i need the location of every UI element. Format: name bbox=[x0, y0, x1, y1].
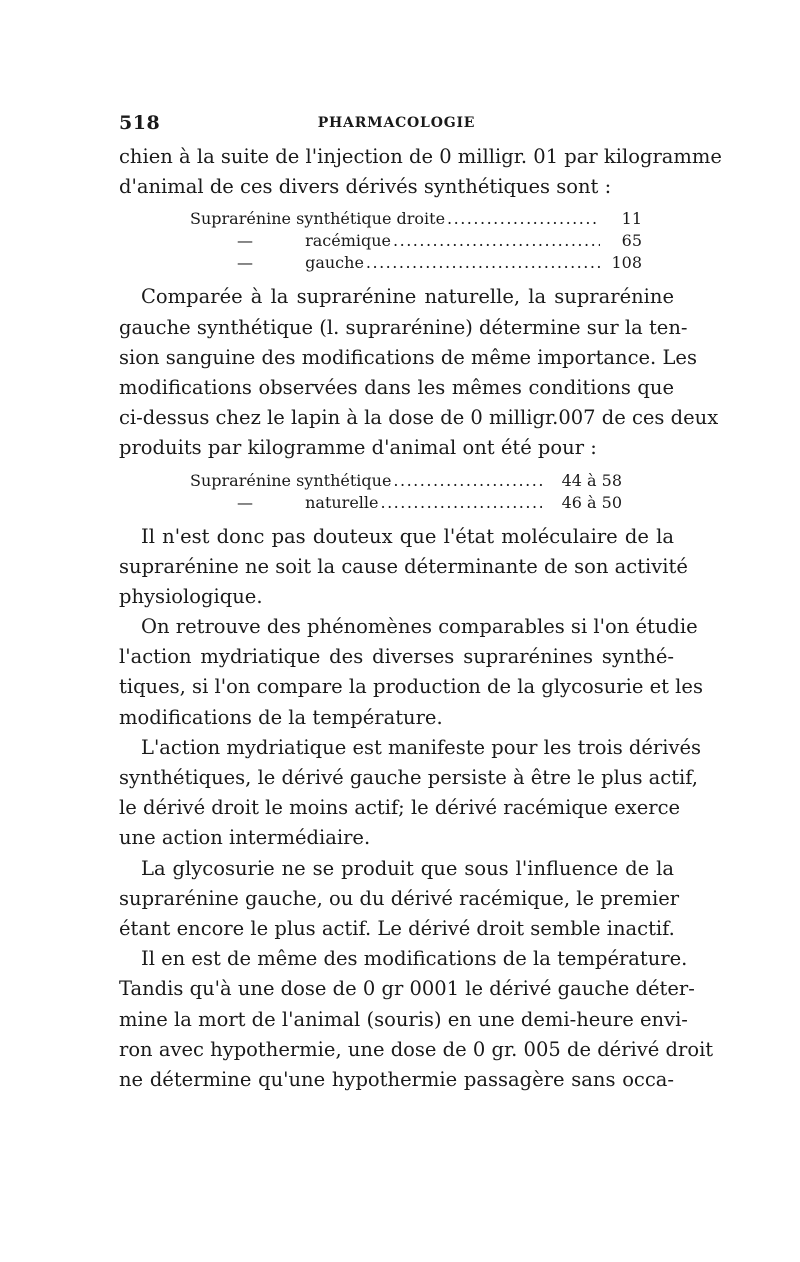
row-value: 65 bbox=[621, 231, 642, 251]
paragraph-6 bbox=[119, 854, 680, 945]
text-line: modifications de la température. bbox=[119, 705, 443, 729]
activity-table-1 bbox=[119, 208, 674, 274]
text-line: gauche synthétique (l. suprarénine) détermine sur la ten- bbox=[119, 315, 688, 339]
text-line: Comparée à la suprarénine naturelle, la suprarénine bbox=[141, 285, 674, 309]
row-label: Suprarénine synthétique droite bbox=[190, 209, 446, 229]
text-line: ne détermine qu'une hypothermie passagère sans occa- bbox=[119, 1067, 674, 1091]
leader-dots bbox=[393, 470, 542, 492]
text-line: chien à la suite de l'injection de 0 milligr. 01 par kilogramme bbox=[119, 145, 722, 168]
text-line: étant encore le plus actif. Le dérivé droit semble inactif. bbox=[119, 916, 675, 940]
page-header bbox=[119, 112, 674, 142]
text-line: tiques, si l'on compare la production de la glycosurie et les bbox=[119, 675, 703, 699]
text-line: une action intermédiaire. bbox=[119, 826, 371, 850]
row-label: — naturelle bbox=[237, 492, 379, 512]
table-row bbox=[119, 252, 642, 274]
text-line: ron avec hypothermie, une dose de 0 gr. 005 de dérivé droit bbox=[119, 1037, 714, 1061]
paragraph-1 bbox=[119, 142, 722, 202]
text-line: le dérivé droit le moins actif; le dérivé racémique exerce bbox=[119, 796, 681, 820]
text-line: mine la mort de l'animal (souris) en une demi-heure envi- bbox=[119, 1007, 688, 1031]
row-value: 108 bbox=[611, 253, 642, 273]
paragraph-7 bbox=[119, 944, 714, 1095]
running-title: PHARMACOLOGIE bbox=[317, 115, 476, 131]
text-line: La glycosurie ne se produit que sous l'influence de la bbox=[141, 856, 674, 880]
row-label: Suprarénine synthétique bbox=[190, 470, 392, 490]
row-value: 46 à 50 bbox=[561, 492, 622, 512]
text-line: synthétiques, le dérivé gauche persiste à être le plus actif, bbox=[119, 766, 699, 789]
text-line: suprarénine gauche, ou du dérivé racémique, le premier bbox=[119, 886, 680, 910]
text-line: Il en est de même des modifications de la température. bbox=[141, 947, 688, 971]
table-row bbox=[119, 230, 642, 252]
paragraph-3 bbox=[119, 522, 688, 613]
leader-dots bbox=[393, 230, 600, 252]
leader-dots bbox=[447, 208, 600, 230]
table-row bbox=[119, 470, 622, 492]
text-line: L'action mydriatique est manifeste pour les trois dérivés bbox=[141, 735, 702, 759]
text-line: ci-dessus chez le lapin à la dose de 0 milligr.007 de ces deux bbox=[119, 406, 719, 430]
text-line: d'animal de ces divers dérivés synthétiques sont : bbox=[119, 175, 612, 199]
table-row bbox=[119, 208, 642, 230]
table-row bbox=[119, 492, 622, 514]
paragraph-4 bbox=[119, 612, 703, 733]
row-value: 11 bbox=[621, 209, 642, 229]
text-line: Tandis qu'à une dose de 0 gr 0001 le dérivé gauche déter- bbox=[119, 977, 695, 1001]
page-number: 518 bbox=[119, 112, 161, 134]
text-line: Il n'est donc pas douteux que l'état moléculaire de la bbox=[141, 524, 674, 548]
text-line: suprarénine ne soit la cause déterminante de son activité bbox=[119, 554, 688, 578]
paragraph-5 bbox=[119, 733, 702, 854]
paragraph-2 bbox=[119, 282, 719, 463]
activity-table-2 bbox=[119, 470, 674, 514]
text-line: l'action mydriatique des diverses suprarénines synthé- bbox=[119, 645, 674, 669]
leader-dots bbox=[366, 252, 600, 274]
book-page bbox=[119, 112, 722, 1095]
leader-dots bbox=[381, 492, 543, 514]
row-label: — racémique bbox=[237, 231, 392, 251]
row-value: 44 à 58 bbox=[561, 470, 622, 490]
text-line: modifications observées dans les mêmes conditions que bbox=[119, 375, 674, 399]
text-line: sion sanguine des modifications de même importance. Les bbox=[119, 345, 697, 369]
row-label: — gauche bbox=[237, 253, 364, 273]
text-line: On retrouve des phénomènes comparables si l'on étudie bbox=[141, 615, 698, 639]
text-line: produits par kilogramme d'animal ont été pour : bbox=[119, 436, 597, 460]
text-line: physiologique. bbox=[119, 584, 263, 608]
